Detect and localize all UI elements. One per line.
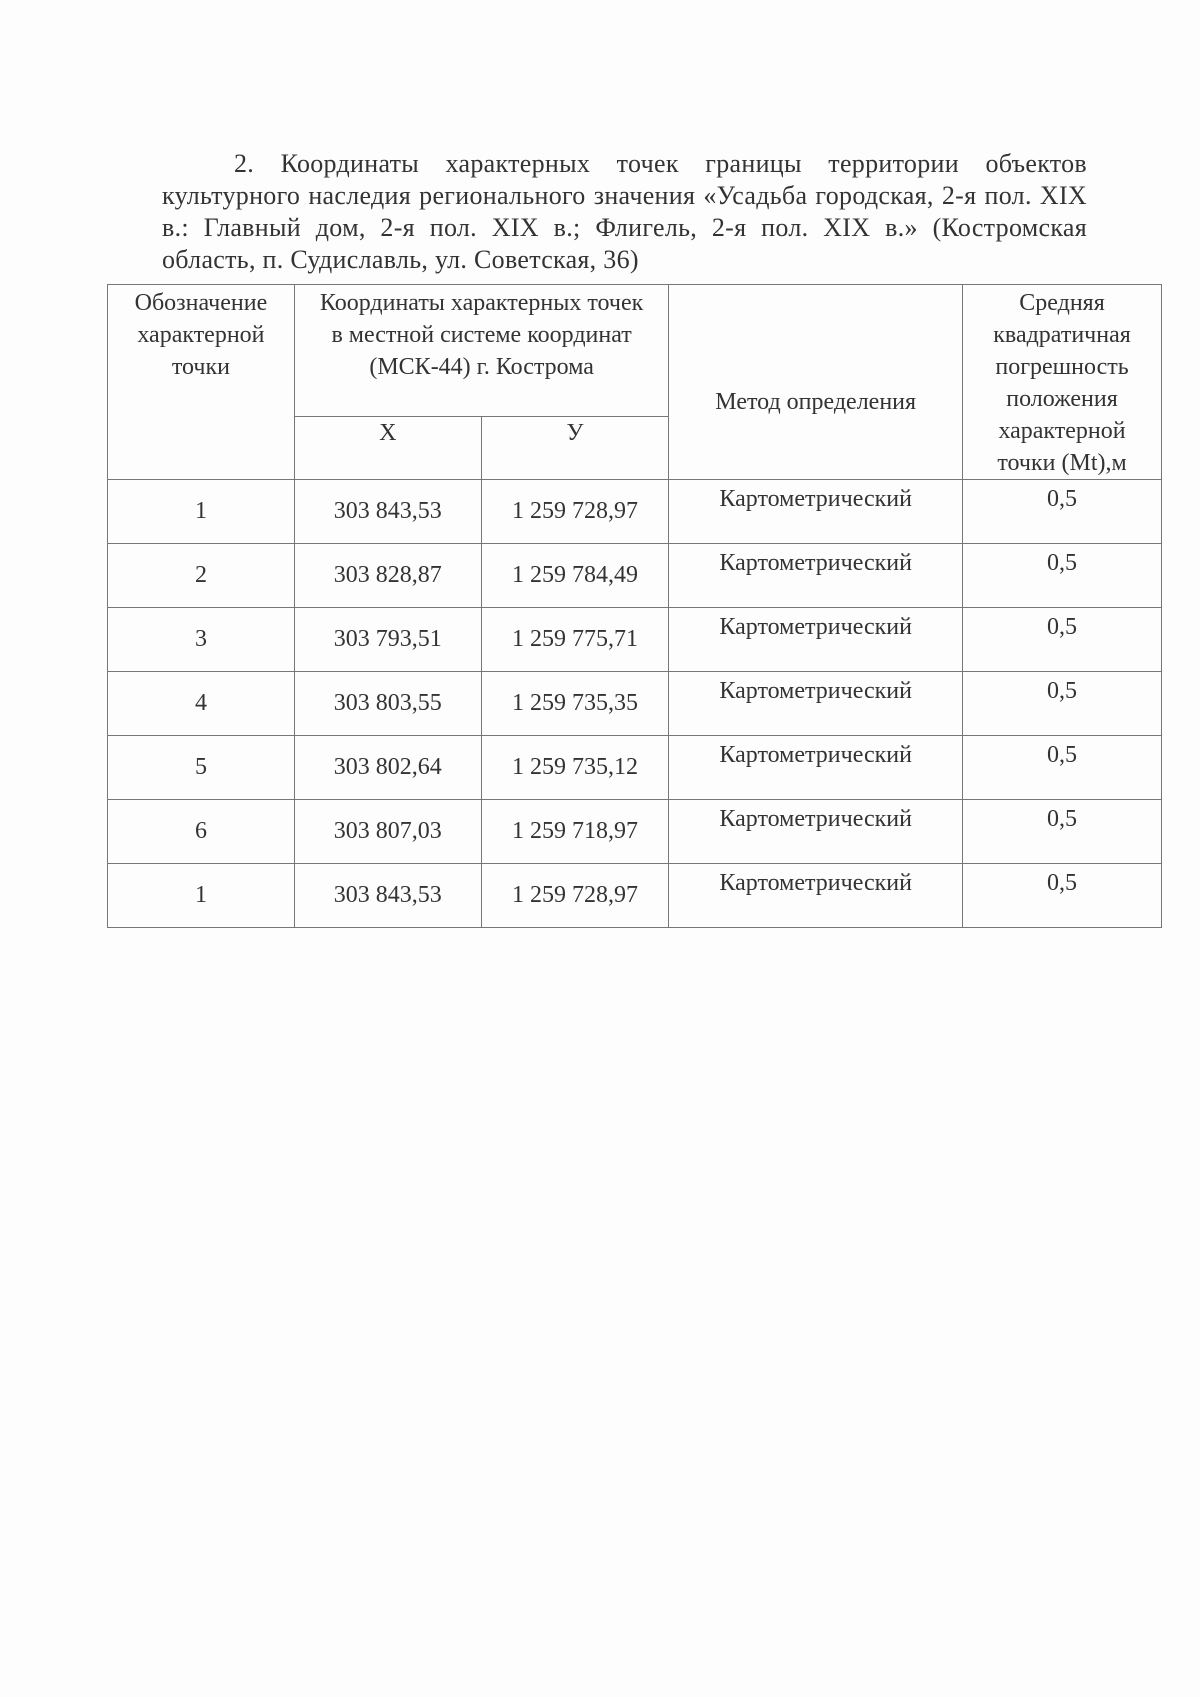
y-cell: 1 259 728,97	[481, 480, 669, 544]
table-row	[108, 480, 1162, 544]
method-cell: Картометрический	[669, 736, 963, 800]
header-error: Средняя квадратичная погрешность положения характерной точки (Mt),м	[963, 285, 1162, 480]
table-row	[108, 800, 1162, 864]
x-cell: 303 828,87	[294, 544, 481, 608]
header-x: X	[294, 416, 481, 479]
method-cell: Картометрический	[669, 864, 963, 928]
x-cell: 303 793,51	[294, 608, 481, 672]
y-cell: 1 259 735,12	[481, 736, 669, 800]
method-cell: Картометрический	[669, 800, 963, 864]
y-cell: 1 259 718,97	[481, 800, 669, 864]
point-cell: 6	[108, 800, 295, 864]
y-cell: 1 259 735,35	[481, 672, 669, 736]
method-cell: Картометрический	[669, 608, 963, 672]
method-cell: Картометрический	[669, 480, 963, 544]
point-cell: 1	[108, 480, 295, 544]
coordinates-table	[107, 284, 1162, 928]
y-cell: 1 259 728,97	[481, 864, 669, 928]
header-method: Метод определения	[669, 285, 963, 480]
table-row	[108, 608, 1162, 672]
intro-paragraph: 2. Координаты характерных точек границы территории объектов культурного наследия регионального значения «Усадьба городская, 2-я пол. XIX в.: Главный дом, 2-я пол. XIX в.; Флигель, 2-я пол. XIX в.» (Костромская область, п. Судиславль, ул. Советская, 36)	[162, 149, 1087, 274]
point-cell: 2	[108, 544, 295, 608]
error-cell: 0,5	[963, 800, 1162, 864]
y-cell: 1 259 784,49	[481, 544, 669, 608]
table-row	[108, 672, 1162, 736]
x-cell: 303 803,55	[294, 672, 481, 736]
x-cell: 303 807,03	[294, 800, 481, 864]
error-cell: 0,5	[963, 864, 1162, 928]
error-cell: 0,5	[963, 736, 1162, 800]
error-cell: 0,5	[963, 672, 1162, 736]
method-cell: Картометрический	[669, 544, 963, 608]
error-cell: 0,5	[963, 480, 1162, 544]
point-cell: 3	[108, 608, 295, 672]
x-cell: 303 802,64	[294, 736, 481, 800]
header-point: Обозначение характерной точки	[108, 285, 295, 480]
table-row	[108, 864, 1162, 928]
point-cell: 1	[108, 864, 295, 928]
header-y: У	[481, 416, 669, 479]
point-cell: 5	[108, 736, 295, 800]
error-cell: 0,5	[963, 544, 1162, 608]
y-cell: 1 259 775,71	[481, 608, 669, 672]
table-row	[108, 544, 1162, 608]
header-coords: Координаты характерных точек в местной системе координат (МСК-44) г. Кострома	[294, 285, 668, 417]
error-cell: 0,5	[963, 608, 1162, 672]
x-cell: 303 843,53	[294, 864, 481, 928]
method-cell: Картометрический	[669, 672, 963, 736]
x-cell: 303 843,53	[294, 480, 481, 544]
table-row	[108, 736, 1162, 800]
point-cell: 4	[108, 672, 295, 736]
